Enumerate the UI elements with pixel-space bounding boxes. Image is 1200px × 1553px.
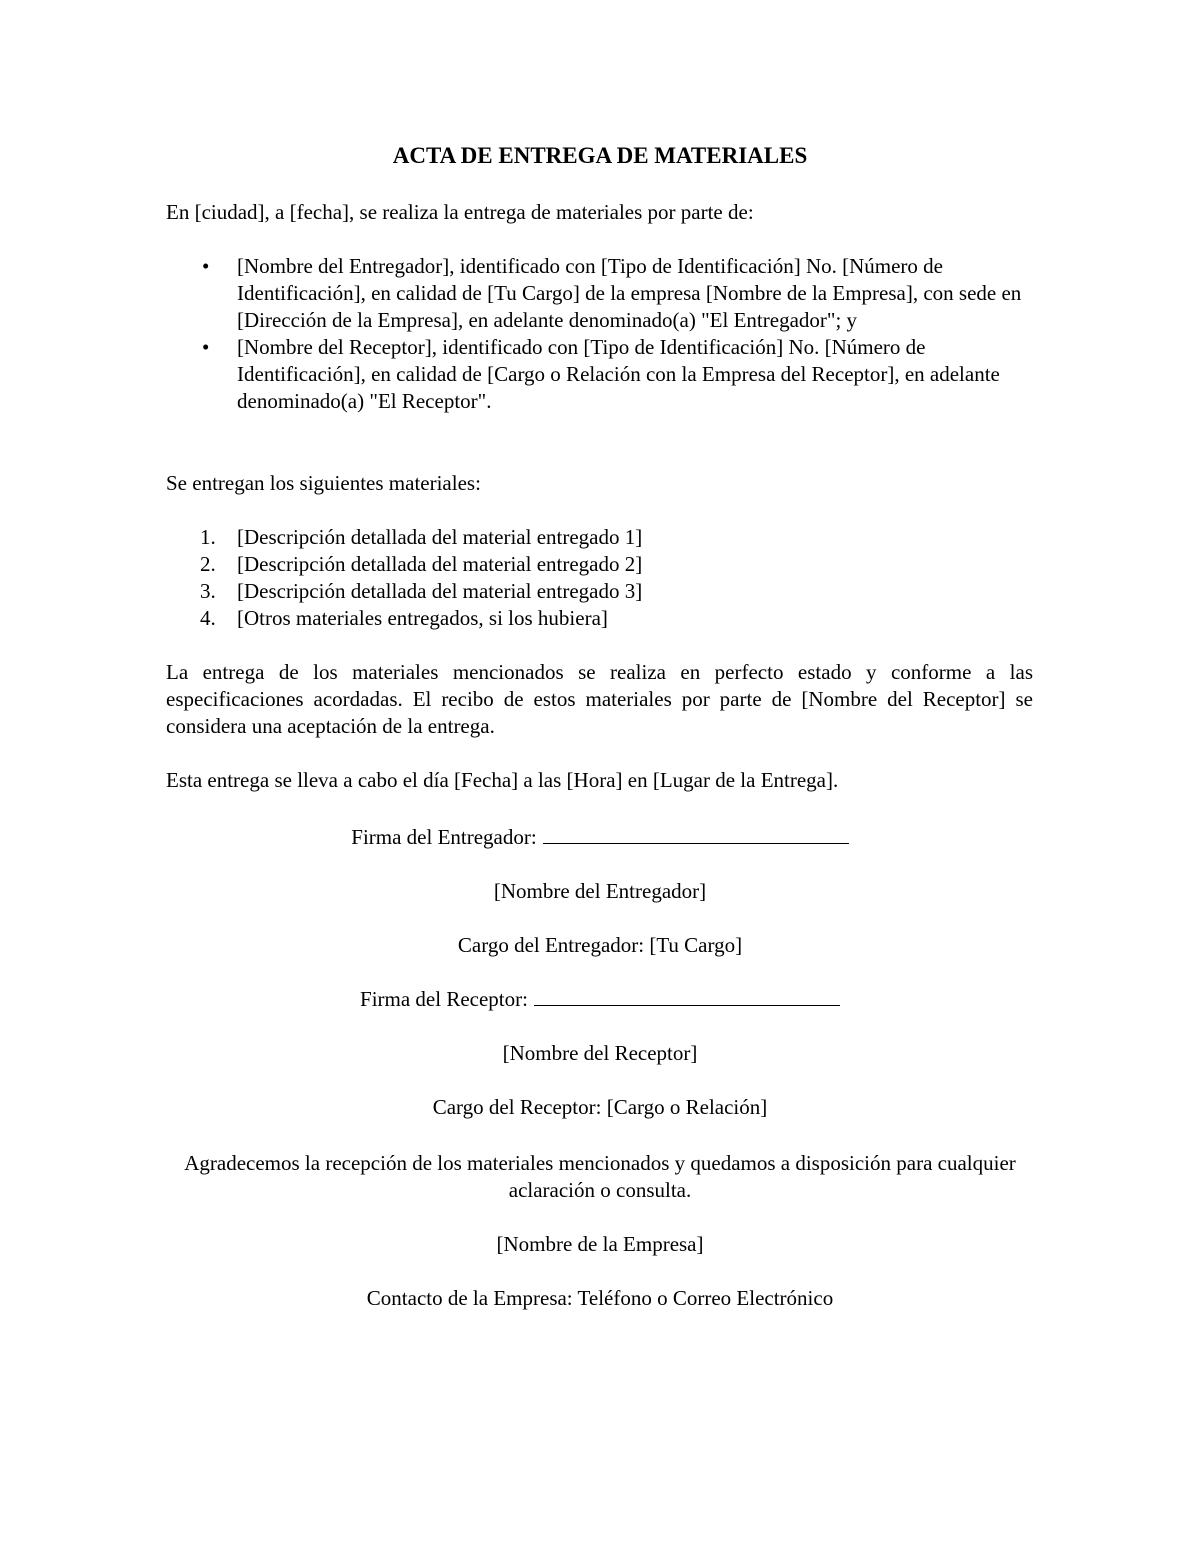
- list-item: [166, 605, 1033, 632]
- list-item: [166, 578, 1033, 605]
- list-number: 2.: [200, 552, 216, 576]
- materials-intro: Se entregan los siguientes materiales:: [166, 471, 481, 495]
- intro-paragraph: En [ciudad], a [fecha], se realiza la entrega de materiales por parte de:: [166, 200, 754, 224]
- signature-blank: [534, 986, 840, 1006]
- list-number: 4.: [200, 606, 216, 630]
- materials-list: [166, 524, 1033, 632]
- material-text: [Descripción detallada del material entregado 3]: [237, 579, 643, 603]
- party-giver-text: [Nombre del Entregador], identificado con [Tipo de Identificación] No. [Número de Identificación], en calidad de [Tu Cargo] de la empresa [Nombre de la Empresa], con sede en [Dirección de la Empresa], en adelante denominado(a) "El Entregador"; y: [237, 254, 1022, 332]
- receiver-signature-label: Firma del Receptor:: [360, 987, 528, 1011]
- company-contact: Contacto de la Empresa: Teléfono o Correo Electrónico: [366, 1286, 834, 1310]
- material-text: [Descripción detallada del material entregado 2]: [237, 552, 643, 576]
- receiver-role: Cargo del Receptor: [Cargo o Relación]: [432, 1095, 768, 1119]
- bullet-icon: •: [202, 335, 210, 359]
- material-text: [Descripción detallada del material entregado 1]: [237, 525, 643, 549]
- bullet-icon: •: [202, 254, 210, 278]
- giver-signature-label: Firma del Entregador:: [351, 825, 537, 849]
- giver-role: Cargo del Entregador: [Tu Cargo]: [457, 933, 743, 957]
- receiver-signature-line: [0, 986, 1200, 1013]
- party-receiver-text: [Nombre del Receptor], identificado con [Tipo de Identificación] No. [Número de Identificación], en calidad de [Cargo o Relación con la Empresa del Receptor], en adelante denominado(a) "El Receptor".: [237, 335, 1000, 413]
- giver-name: [Nombre del Entregador]: [493, 879, 707, 903]
- condition-paragraph: La entrega de los materiales mencionados se realiza en perfecto estado y conforme a las especificaciones acordadas. El recibo de estos materiales por parte de [Nombre del Receptor] se considera una aceptación de la entrega.: [166, 660, 1033, 738]
- giver-signature-line: [0, 824, 1200, 851]
- list-number: 3.: [200, 579, 216, 603]
- closing-paragraph: Agradecemos la recepción de los materiales mencionados y quedamos a disposición para cualquier aclaración o consulta.: [184, 1151, 1016, 1202]
- document-title: ACTA DE ENTREGA DE MATERIALES: [392, 143, 808, 168]
- company-name: [Nombre de la Empresa]: [496, 1232, 704, 1256]
- signature-blank: [543, 824, 849, 844]
- material-text: [Otros materiales entregados, si los hubiera]: [237, 606, 608, 630]
- delivery-time-paragraph: Esta entrega se lleva a cabo el día [Fecha] a las [Hora] en [Lugar de la Entrega].: [166, 768, 839, 792]
- parties-list: [166, 253, 1033, 415]
- list-item: [166, 253, 1033, 334]
- receiver-name: [Nombre del Receptor]: [502, 1041, 698, 1065]
- list-number: 1.: [200, 525, 216, 549]
- list-item: [166, 334, 1033, 415]
- list-item: [166, 551, 1033, 578]
- list-item: [166, 524, 1033, 551]
